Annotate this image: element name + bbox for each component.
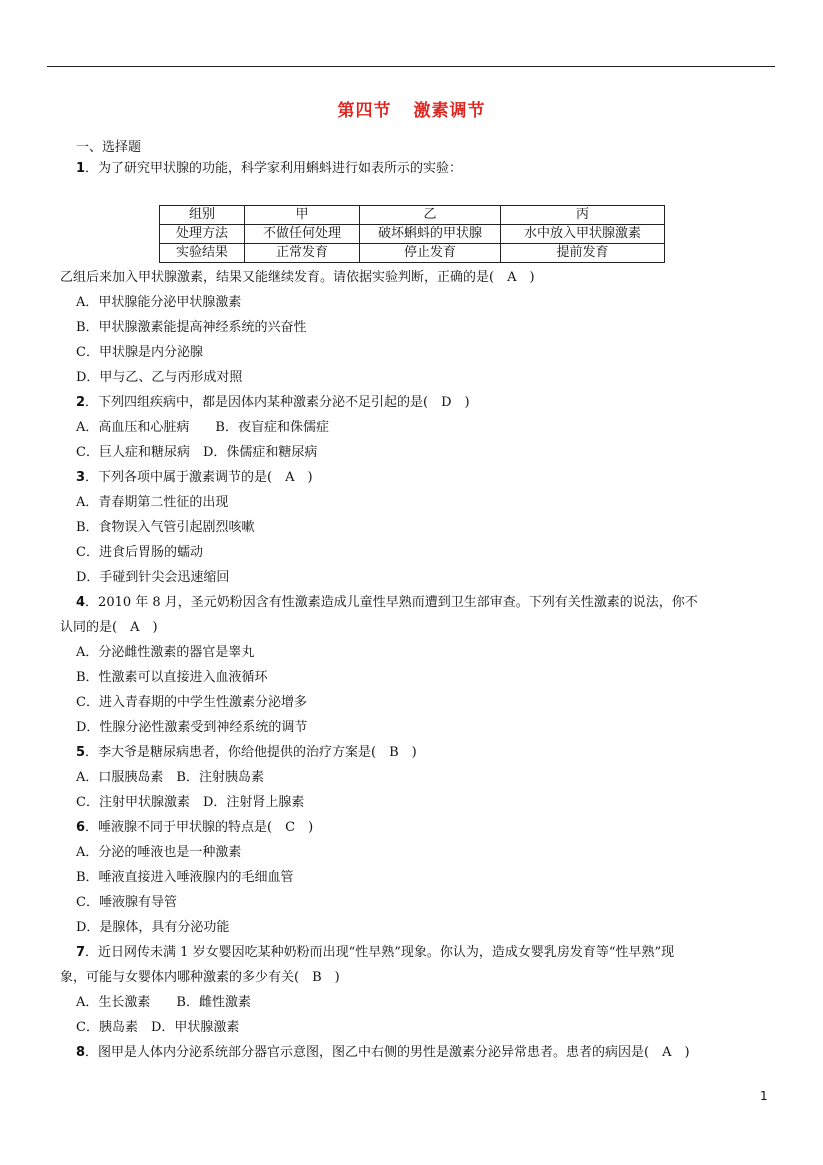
option-c: C．唾液腺有导管 bbox=[76, 895, 177, 910]
table-cell: 实验结果 bbox=[160, 244, 245, 263]
title-section: 第四节 bbox=[337, 101, 392, 121]
table-row bbox=[160, 225, 665, 244]
header-rule bbox=[47, 66, 775, 67]
question-5-text: ．李大爷是糖尿病患者，你给他提供的治疗方案是( B ) bbox=[85, 745, 417, 760]
option-a: A．甲状腺能分泌甲状腺激素 bbox=[76, 295, 242, 310]
option-a: A．分泌雌性激素的器官是睾丸 bbox=[76, 645, 255, 660]
question-2: 2．下列四组疾病中，都是因体内某种激素分泌不足引起的是( D ) bbox=[76, 395, 470, 410]
title-topic: 激素调节 bbox=[413, 101, 486, 121]
option-c: C．甲状腺是内分泌腺 bbox=[76, 345, 203, 360]
table-cell: 提前发育 bbox=[501, 244, 665, 263]
question-3-text: ．下列各项中属于激素调节的是( A ) bbox=[85, 470, 313, 485]
option-b: B．唾液直接进入唾液腺内的毛细血管 bbox=[76, 870, 294, 885]
question-5: 5．李大爷是糖尿病患者，你给他提供的治疗方案是( B ) bbox=[76, 745, 417, 760]
option-d: D．性腺分泌性激素受到神经系统的调节 bbox=[76, 720, 308, 735]
table-cell: 乙 bbox=[360, 206, 501, 225]
table-cell: 水中放入甲状腺激素 bbox=[501, 225, 665, 244]
question-6: 6．唾液腺不同于甲状腺的特点是( C ) bbox=[76, 820, 314, 835]
option-cd: C．胰岛素 D．甲状腺激素 bbox=[76, 1020, 240, 1035]
question-4-cont: 认同的是( A ) bbox=[60, 620, 158, 635]
option-a: A．分泌的唾液也是一种激素 bbox=[76, 845, 242, 860]
option-b: B．性激素可以直接进入血液循环 bbox=[76, 670, 268, 685]
question-3: 3．下列各项中属于激素调节的是( A ) bbox=[76, 470, 313, 485]
option-ab: A．高血压和心脏病 B．夜盲症和侏儒症 bbox=[76, 420, 329, 435]
option-ab: A．生长激素 B．雌性激素 bbox=[76, 995, 251, 1010]
option-d: D．甲与乙、乙与丙形成对照 bbox=[76, 370, 243, 385]
question-6-text: ．唾液腺不同于甲状腺的特点是( C ) bbox=[85, 820, 314, 835]
table-cell: 组别 bbox=[160, 206, 245, 225]
section-heading: 一、选择题 bbox=[76, 140, 142, 155]
option-d: D．是腺体，具有分泌功能 bbox=[76, 920, 230, 935]
table-cell: 不做任何处理 bbox=[245, 225, 360, 244]
question-8: 8．图甲是人体内分泌系统部分器官示意图，图乙中右侧的男性是激素分泌异常患者。患者的病因是( A ) bbox=[76, 1045, 690, 1060]
table-cell: 破坏蝌蚪的甲状腺 bbox=[360, 225, 501, 244]
option-b: B．食物误入气管引起剧烈咳嗽 bbox=[76, 520, 255, 535]
table-cell: 处理方法 bbox=[160, 225, 245, 244]
question-4-text: ．2010 年 8 月，圣元奶粉因含有性激素造成儿童性早熟而遭到卫生部审查。下列有关性激素的说法，你不 bbox=[85, 595, 698, 610]
question-2-text: ．下列四组疾病中，都是因体内某种激素分泌不足引起的是( D ) bbox=[85, 395, 470, 410]
option-ab: A．口服胰岛素 B．注射胰岛素 bbox=[76, 770, 264, 785]
page-title bbox=[0, 96, 823, 121]
question-7-text: ．近日网传未满 1 岁女婴因吃某种奶粉而出现“性早熟”现象。你认为，造成女婴乳房发育等“性早熟”现 bbox=[85, 945, 675, 960]
option-d: D．手碰到针尖会迅速缩回 bbox=[76, 570, 230, 585]
question-7-cont: 象，可能与女婴体内哪种激素的多少有关( B ) bbox=[60, 970, 340, 985]
experiment-table bbox=[159, 205, 665, 263]
option-cd: C．注射甲状腺激素 D．注射肾上腺素 bbox=[76, 795, 305, 810]
table-cell: 正常发育 bbox=[245, 244, 360, 263]
question-7: 7．近日网传未满 1 岁女婴因吃某种奶粉而出现“性早熟”现象。你认为，造成女婴乳房发育等“性早熟”现 bbox=[76, 945, 675, 960]
question-1: 1．为了研究甲状腺的功能，科学家利用蝌蚪进行如表所示的实验： bbox=[76, 161, 463, 176]
option-c: C．进食后胃肠的蠕动 bbox=[76, 545, 203, 560]
option-c: C．进入青春期的中学生性激素分泌增多 bbox=[76, 695, 307, 710]
table-row bbox=[160, 206, 665, 225]
table-row bbox=[160, 244, 665, 263]
option-a: A．青春期第二性征的出现 bbox=[76, 495, 229, 510]
question-1-stem: 乙组后来加入甲状腺激素，结果又能继续发育。请依据实验判断，正确的是( A ) bbox=[60, 270, 535, 285]
question-4: 4．2010 年 8 月，圣元奶粉因含有性激素造成儿童性早熟而遭到卫生部审查。下列有关性激素的说法，你不 bbox=[76, 595, 698, 610]
option-cd: C．巨人症和糖尿病 D．侏儒症和糖尿病 bbox=[76, 445, 318, 460]
table-cell: 甲 bbox=[245, 206, 360, 225]
page-number: 1 bbox=[760, 1089, 768, 1103]
option-b: B．甲状腺激素能提高神经系统的兴奋性 bbox=[76, 320, 307, 335]
table-cell: 丙 bbox=[501, 206, 665, 225]
question-8-text: ．图甲是人体内分泌系统部分器官示意图，图乙中右侧的男性是激素分泌异常患者。患者的病因是( A ) bbox=[85, 1045, 690, 1060]
question-1-text: ．为了研究甲状腺的功能，科学家利用蝌蚪进行如表所示的实验： bbox=[85, 161, 463, 176]
table-cell: 停止发育 bbox=[360, 244, 501, 263]
